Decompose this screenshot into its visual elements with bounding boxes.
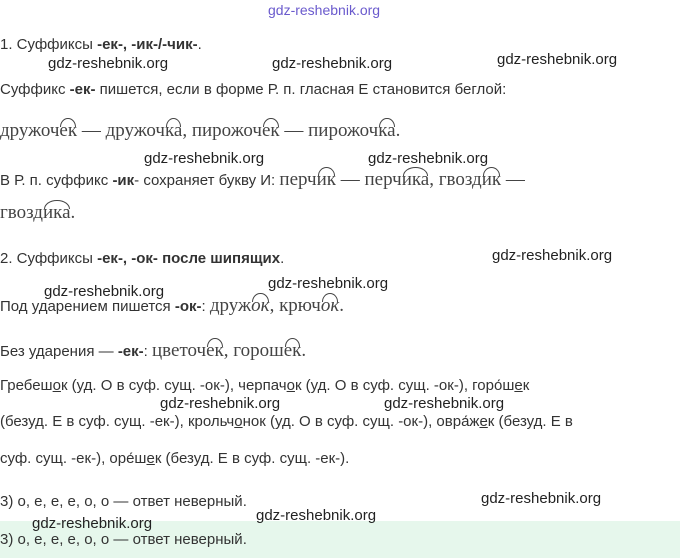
suffix-mark: ика bbox=[401, 169, 430, 190]
watermark: gdz-reshebnik.org bbox=[497, 51, 618, 68]
watermark: gdz-reshebnik.org bbox=[256, 507, 377, 524]
underlined-letter: о bbox=[286, 377, 295, 394]
rule-text: Под ударением пишется bbox=[0, 298, 175, 315]
suffix-mark: ек bbox=[59, 120, 78, 141]
underlined-letter: е bbox=[514, 377, 523, 394]
underlined-letter: о bbox=[234, 413, 243, 430]
watermark: gdz-reshebnik.org bbox=[160, 395, 281, 412]
example-word: , горош bbox=[223, 340, 284, 361]
rule-suffix: -ик bbox=[112, 172, 135, 189]
suffix-mark: ок bbox=[251, 295, 270, 316]
rule-text: В Р. п. суффикс bbox=[0, 172, 113, 189]
para-text: к (безуд. Е в суф. сущ. -ек-). bbox=[154, 450, 350, 467]
answer-text-highlighted: 3) о, е, е, е, о, о — ответ неверный. bbox=[0, 531, 247, 548]
watermark: gdz-reshebnik.org bbox=[32, 515, 153, 532]
suffix-mark: ок bbox=[320, 295, 340, 316]
heading-text: 2. Суффиксы bbox=[0, 250, 98, 267]
suffix-mark: ек bbox=[206, 340, 224, 361]
heading-suffixes: -ек-, -ик-/-чик- bbox=[97, 36, 198, 53]
rule-text: : bbox=[143, 343, 152, 360]
rule-suffix: -ек- bbox=[117, 343, 144, 360]
rule-text: Без ударения — bbox=[0, 343, 118, 360]
heading-end: . bbox=[197, 36, 202, 53]
rule-ik bbox=[0, 170, 525, 191]
watermark-top: gdz-reshebnik.org bbox=[268, 2, 381, 18]
answers-line-3 bbox=[0, 449, 349, 469]
watermark: gdz-reshebnik.org bbox=[48, 55, 169, 72]
example-word: цветоч bbox=[152, 340, 207, 361]
heading-text: 1. Суффиксы bbox=[0, 36, 98, 53]
watermark: gdz-reshebnik.org bbox=[492, 247, 613, 264]
example-punct: — bbox=[501, 169, 525, 190]
watermark: gdz-reshebnik.org bbox=[44, 283, 165, 300]
rule-ek bbox=[0, 80, 506, 100]
answers-line-1 bbox=[0, 376, 529, 396]
answer-text: 3) о, е, е, е, о, о — ответ неверный. bbox=[0, 493, 247, 510]
para-text: к (уд. О в суф. сущ. -ок-), черпач bbox=[60, 377, 287, 394]
example-ek bbox=[0, 121, 400, 141]
example-word: — перч bbox=[336, 169, 402, 190]
suffix-mark: ек bbox=[261, 120, 280, 141]
heading-suffixes: -ек-, -ок- после шипящих bbox=[97, 250, 281, 267]
watermark: gdz-reshebnik.org bbox=[368, 150, 489, 167]
rule-unstressed bbox=[0, 341, 306, 362]
section2-heading bbox=[0, 249, 284, 269]
rule-text: Суффикс bbox=[0, 81, 70, 98]
rule-suffix: -ек- bbox=[69, 81, 96, 98]
watermark: gdz-reshebnik.org bbox=[144, 150, 265, 167]
suffix-mark: ка bbox=[164, 120, 183, 141]
underlined-letter: о bbox=[52, 377, 61, 394]
example-punct: . bbox=[301, 340, 307, 361]
rule-text: пишется, если в форме Р. п. гласная Е становится беглой: bbox=[95, 81, 507, 98]
example-word: — дружоч bbox=[77, 120, 165, 141]
example-word: гвозд bbox=[0, 202, 43, 223]
para-text: (безуд. Е в суф. сущ. -ек-), крольч bbox=[0, 413, 235, 430]
example-word: , пирожоч bbox=[182, 120, 262, 141]
example-word: дружоч bbox=[0, 120, 60, 141]
example-punct: . bbox=[395, 120, 401, 141]
para-text: нок (уд. О в суф. сущ. -ок-), овра́ж bbox=[242, 413, 480, 430]
section1-heading bbox=[0, 35, 202, 55]
watermark: gdz-reshebnik.org bbox=[272, 55, 393, 72]
para-text: к (безуд. Е в bbox=[487, 413, 573, 430]
watermark: gdz-reshebnik.org bbox=[481, 490, 602, 507]
underlined-letter: е bbox=[479, 413, 488, 430]
suffix-mark: ика bbox=[42, 202, 71, 223]
suffix-mark: ик bbox=[481, 169, 502, 190]
para-text: к (уд. О в суф. сущ. -ок-), горо́ш bbox=[294, 377, 515, 394]
rule-stressed bbox=[0, 296, 344, 317]
rule-suffix: -ок- bbox=[174, 298, 202, 315]
suffix-mark: ек bbox=[283, 340, 302, 361]
example-ik-cont bbox=[0, 203, 75, 223]
para-text: к bbox=[522, 377, 530, 394]
example-punct: . bbox=[70, 202, 76, 223]
example-word: — пирожоч bbox=[279, 120, 379, 141]
example-word: перч bbox=[279, 169, 317, 190]
rule-text: - сохраняет букву И: bbox=[134, 172, 280, 189]
heading-end: . bbox=[280, 250, 285, 267]
para-text: Гребеш bbox=[0, 377, 53, 394]
para-text: суф. сущ. -ек-), оре́ш bbox=[0, 450, 147, 467]
example-word: , гвозд bbox=[429, 169, 482, 190]
underlined-letter: е bbox=[146, 450, 155, 467]
rule-text: : bbox=[201, 298, 210, 315]
suffix-mark: ик bbox=[316, 169, 336, 190]
answers-line-2 bbox=[0, 412, 573, 432]
example-word: друж bbox=[209, 295, 252, 316]
watermark: gdz-reshebnik.org bbox=[268, 275, 389, 292]
suffix-mark: ка bbox=[378, 120, 396, 141]
example-punct: . bbox=[339, 295, 344, 316]
example-word: , крюч bbox=[269, 295, 321, 316]
watermark: gdz-reshebnik.org bbox=[384, 395, 505, 412]
